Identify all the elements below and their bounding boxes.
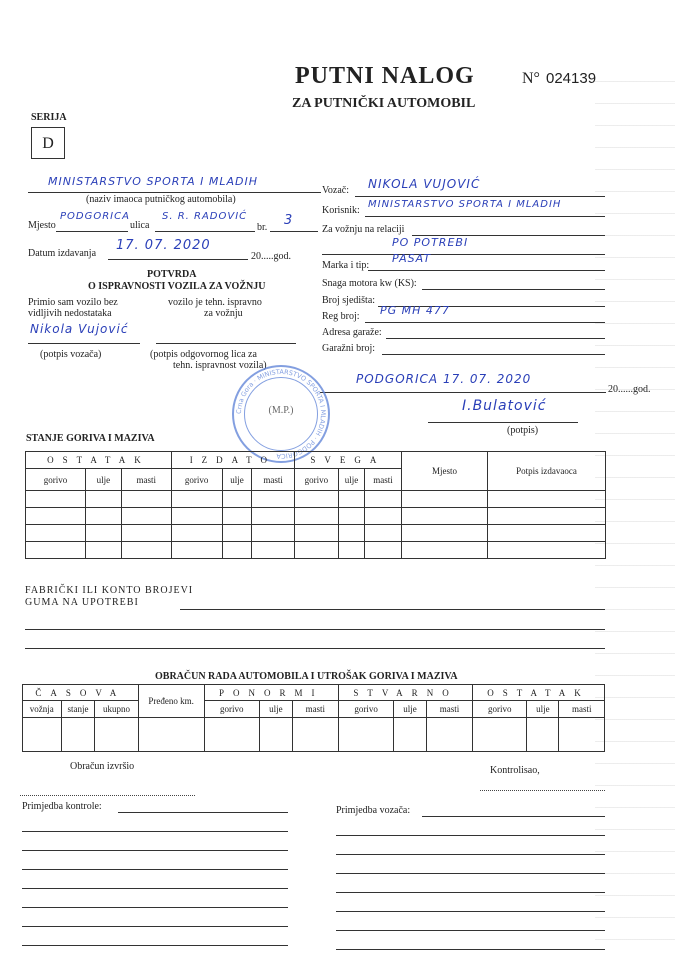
table-row xyxy=(26,525,606,542)
driver-sign-line xyxy=(28,343,140,344)
calc-sub: ukupno xyxy=(95,701,138,718)
potvrda-left-1: Primio sam vozilo bez xyxy=(28,297,118,308)
fuel-group-svega: SVEGA xyxy=(294,452,401,469)
official-stamp xyxy=(232,365,330,463)
tires-title-2: GUMA NA UPOTREBI xyxy=(25,597,139,608)
calc-sub: ulje xyxy=(394,701,427,718)
place-date-god: 20......god. xyxy=(608,384,651,395)
form-subtitle: ZA PUTNIČKI AUTOMOBIL xyxy=(292,96,476,111)
owner-line xyxy=(28,192,321,193)
garazni-line xyxy=(382,354,605,355)
vozac-value: NIKOLA VUJOVIĆ xyxy=(368,177,481,191)
calc-sub: ulje xyxy=(527,701,559,718)
mjesto-value: PODGORICA xyxy=(60,211,130,222)
relacija-line-2 xyxy=(322,254,605,255)
primjedba-vozaca-label: Primjedba vozača: xyxy=(336,805,411,816)
kontrole-line xyxy=(22,926,288,927)
calc-sub: masti xyxy=(426,701,472,718)
tires-line-1 xyxy=(180,609,605,610)
fuel-col-potpis: Potpis izdavaoca xyxy=(488,452,606,491)
calc-sub: stanje xyxy=(61,701,95,718)
vozaca-line xyxy=(336,949,605,950)
calc-predjeno: Pređeno km. xyxy=(138,685,204,718)
calc-sub: masti xyxy=(559,701,605,718)
relacija-label: Za vožnju na relaciji xyxy=(322,224,405,235)
owner-caption: (naziv imaoca putničkog automobila) xyxy=(86,194,236,205)
tires-line-2 xyxy=(25,629,605,630)
tires-title-1: FABRIČKI ILI KONTO BROJEVI xyxy=(25,585,194,596)
stamp-center: (M.P.) xyxy=(268,405,294,416)
datum-god: 20.....god. xyxy=(251,251,291,262)
potvrda-left-2: vidljivih nedostataka xyxy=(28,308,112,319)
calc-table xyxy=(22,684,605,752)
korisnik-label: Korisnik: xyxy=(322,205,360,216)
calc-group-stvarno: STVARNO xyxy=(338,685,472,701)
potvrda-title: POTVRDA xyxy=(147,269,197,280)
place-date-line xyxy=(320,392,606,393)
potvrda-right-2: za vožnju xyxy=(204,308,243,319)
vozaca-line xyxy=(336,873,605,874)
vozaca-line xyxy=(422,816,605,817)
table-row xyxy=(26,508,606,525)
vozaca-line xyxy=(336,930,605,931)
place-date-value: PODGORICA 17. 07. 2020 xyxy=(356,372,532,386)
calc-table-title: OBRAČUN RADA AUTOMOBILA I UTROŠAK GORIVA I MAZIVA xyxy=(155,671,458,682)
vozac-label: Vozač: xyxy=(322,185,350,196)
kontrole-line xyxy=(22,907,288,908)
snaga-line xyxy=(422,289,605,290)
calc-sub: ulje xyxy=(259,701,292,718)
mjesto-line xyxy=(56,231,128,232)
potvrda-right-1: vozilo je tehn. ispravno xyxy=(168,297,262,308)
primjedba-kontrole-label: Primjedba kontrole: xyxy=(22,801,102,812)
fuel-group-ostatak: OSTATAK xyxy=(26,452,172,469)
marka-label: Marka i tip: xyxy=(322,260,370,271)
serija-value: D xyxy=(42,135,54,152)
driver-signature: Nikola Vujović xyxy=(30,322,129,336)
fuel-table-title: STANJE GORIVA I MAZIVA xyxy=(26,433,155,444)
ulica-label: ulica xyxy=(130,220,150,231)
svg-text:Crna Gora · MINISTARSTVO SPORT: Crna Gora · MINISTARSTVO SPORTA I MLADIH · PODGORICA xyxy=(234,367,328,461)
fuel-col-mjesto: Mjesto xyxy=(402,452,488,491)
marka-value: PASAT xyxy=(392,252,432,265)
responsible-caption-2: tehn. ispravnost vozila) xyxy=(173,360,267,371)
fuel-sub: masti xyxy=(121,469,171,491)
vozac-line xyxy=(355,196,605,197)
korisnik-line xyxy=(365,216,605,217)
vozaca-line xyxy=(336,835,605,836)
br-line xyxy=(270,231,318,232)
marka-line xyxy=(368,270,605,271)
table-row xyxy=(23,718,605,752)
kontrolisao-line xyxy=(480,790,605,791)
driver-caption: (potpis vozača) xyxy=(40,349,102,360)
vozaca-line xyxy=(336,854,605,855)
tires-line-3 xyxy=(25,648,605,649)
table-row xyxy=(26,491,606,508)
mjesto-label: Mjesto xyxy=(28,220,56,231)
obracun-line xyxy=(20,795,195,796)
responsible-caption-1: (potpis odgovornog lica za xyxy=(150,349,257,360)
kontrolisao-label: Kontrolisao, xyxy=(490,765,540,776)
reg-line xyxy=(365,322,605,323)
br-label: br. xyxy=(257,222,268,233)
garazni-label: Garažni broj: xyxy=(322,343,376,354)
reg-label: Reg broj: xyxy=(322,311,360,322)
kontrole-line xyxy=(118,812,288,813)
kontrole-line xyxy=(22,850,288,851)
fuel-sub: ulje xyxy=(338,469,364,491)
issuer-sign-line xyxy=(428,422,578,423)
kontrole-line xyxy=(22,945,288,946)
calc-group-ponormi: PONORMI xyxy=(204,685,338,701)
datum-label: Datum izdavanja xyxy=(28,248,97,259)
calc-sub: masti xyxy=(292,701,338,718)
kontrole-line xyxy=(22,869,288,870)
number-label: N° xyxy=(522,70,540,87)
br-value: 3 xyxy=(284,213,294,228)
vozaca-line xyxy=(336,892,605,893)
datum-line xyxy=(108,259,248,260)
adresa-label: Adresa garaže: xyxy=(322,327,382,338)
sjedista-label: Broj sjedišta: xyxy=(322,295,376,306)
potpis-caption: (potpis) xyxy=(507,425,539,436)
adresa-line xyxy=(386,338,605,339)
calc-sub: gorivo xyxy=(338,701,393,718)
fuel-sub: masti xyxy=(365,469,402,491)
fuel-sub: gorivo xyxy=(26,469,86,491)
serija-box xyxy=(31,127,65,159)
owner-value: MINISTARSTVO SPORTA I MLADIH xyxy=(48,175,258,188)
serija-label: SERIJA xyxy=(31,112,67,123)
vozaca-line xyxy=(336,911,605,912)
form-number: 024139 xyxy=(546,70,597,87)
kontrole-line xyxy=(22,831,288,832)
table-row xyxy=(26,542,606,559)
form-title: PUTNI NALOG xyxy=(295,63,475,89)
calc-casova: ČASOVA xyxy=(23,685,139,701)
background-bleed-grid xyxy=(595,60,675,940)
reg-value: PG MH 477 xyxy=(380,304,450,317)
kontrole-line xyxy=(22,888,288,889)
issuer-signature: I.Bulatović xyxy=(462,398,547,414)
calc-sub: gorivo xyxy=(473,701,527,718)
fuel-sub: masti xyxy=(252,469,294,491)
snaga-label: Snaga motora kw (KS): xyxy=(322,278,417,289)
fuel-sub: ulje xyxy=(86,469,122,491)
calc-group-ostatak: OSTATAK xyxy=(473,685,605,701)
ulica-line xyxy=(155,231,255,232)
calc-sub: vožnja xyxy=(23,701,62,718)
fuel-group-izdato: IZDATO xyxy=(171,452,294,469)
obracun-label: Obračun izvršio xyxy=(70,761,135,772)
relacija-value: PO POTREBI xyxy=(392,236,469,249)
fuel-sub: gorivo xyxy=(294,469,338,491)
calc-sub: gorivo xyxy=(204,701,259,718)
datum-value: 17. 07. 2020 xyxy=(116,238,211,253)
responsible-sign-line xyxy=(156,343,296,344)
potvrda-subtitle: O ISPRAVNOSTI VOZILA ZA VOŽNJU xyxy=(88,281,266,292)
fuel-sub: ulje xyxy=(222,469,252,491)
fuel-sub: gorivo xyxy=(171,469,222,491)
korisnik-value: MINISTARSTVO SPORTA I MLADIH xyxy=(368,199,562,210)
fuel-table xyxy=(25,451,606,559)
ulica-value: S. R. RADOVIĆ xyxy=(162,211,248,222)
